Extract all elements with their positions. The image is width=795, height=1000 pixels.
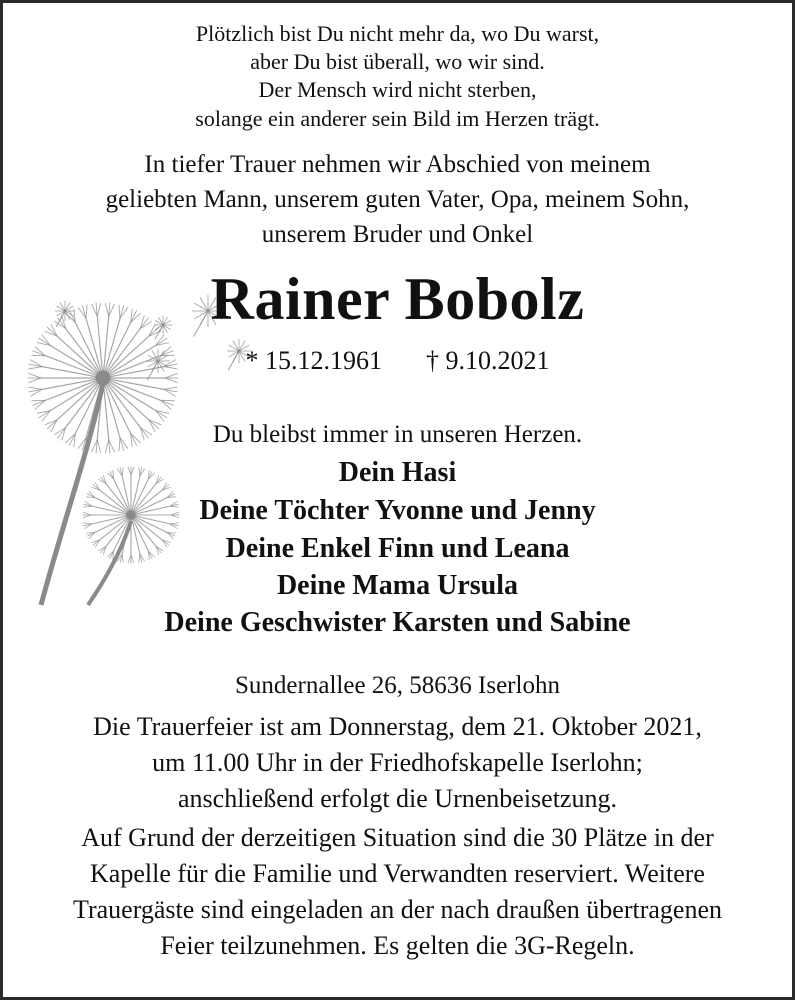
birth-date: * 15.12.1961	[245, 346, 382, 375]
family-line-1: Dein Hasi	[338, 457, 457, 488]
intro-line-1: In tiefer Trauer nehmen wir Abschied von meinem	[144, 151, 651, 178]
notice-line-1: Auf Grund der derzeitigen Situation sind die 30 Plätze in der	[81, 823, 714, 852]
address: Sundernallee 26, 58636 Iserlohn	[235, 672, 560, 699]
poem-line-4: solange ein anderer sein Bild im Herzen trägt.	[195, 106, 600, 131]
ceremony-line-3: anschließend erfolgt die Urnenbeisetzung.	[178, 784, 617, 813]
notice-line-3: Trauergäste sind eingeladen an der nach draußen übertragenen	[72, 895, 723, 924]
ceremony-line-2: um 11.00 Uhr in der Friedhofskapelle Iserlohn;	[152, 748, 643, 777]
family-line-4: Deine Mama Ursula	[276, 570, 519, 601]
poem-line-3: Der Mensch wird nicht sterben,	[258, 77, 537, 102]
intro-line-2: geliebten Mann, unserem guten Vater, Opa, meinem Sohn,	[105, 186, 690, 213]
farewell-line: Du bleibst immer in unseren Herzen.	[212, 421, 583, 448]
family-line-2: Deine Töchter Yvonne und Jenny	[199, 495, 596, 526]
life-dates	[3, 346, 792, 376]
poem-line-1: Plötzlich bist Du nicht mehr da, wo Du warst,	[195, 21, 600, 46]
deceased-name: Rainer Bobolz	[210, 266, 585, 332]
notice-line-4: Feier teilzunehmen. Es gelten die 3G-Regeln.	[160, 931, 635, 960]
notice-line-2: Kapelle für die Familie und Verwandten reserviert. Weitere	[90, 859, 705, 888]
death-date: † 9.10.2021	[426, 346, 550, 375]
family-line-3: Deine Enkel Finn und Leana	[225, 533, 570, 564]
poem-line-2: aber Du bist überall, wo wir sind.	[250, 49, 545, 74]
family-line-5: Deine Geschwister Karsten und Sabine	[164, 607, 631, 638]
intro-line-3: unserem Bruder und Onkel	[261, 221, 534, 248]
ceremony-line-1: Die Trauerfeier ist am Donnerstag, dem 21. Oktober 2021,	[93, 712, 702, 741]
